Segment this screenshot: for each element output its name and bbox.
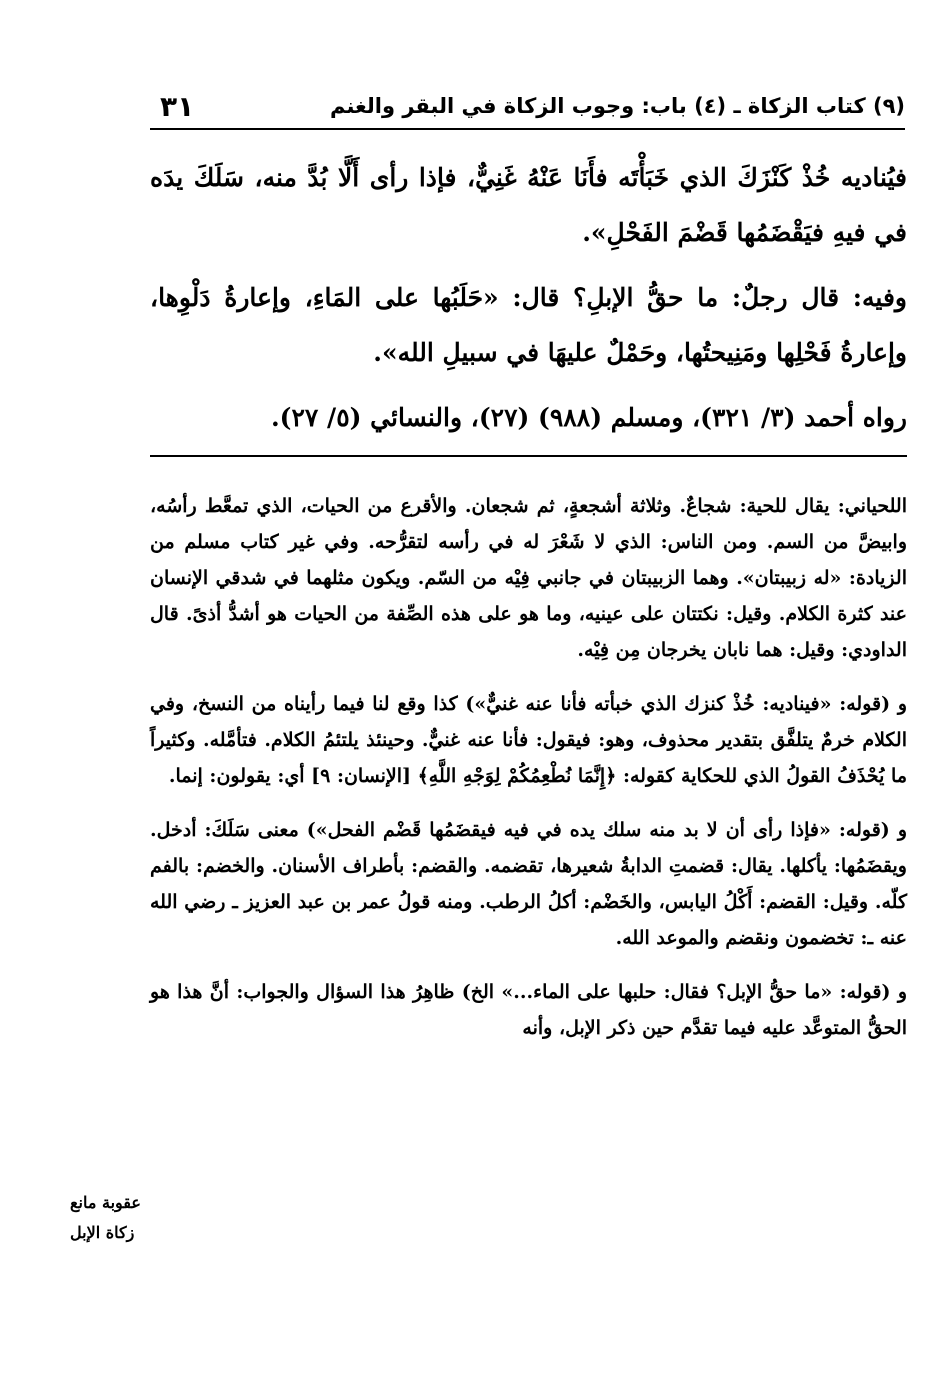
running-header (150, 90, 905, 130)
hadith-text (150, 150, 907, 455)
margin-note: عقوبة مانع زكاة الإبل (70, 1193, 141, 1242)
commentary-section (150, 488, 907, 1046)
page-number: ٣١ (160, 90, 195, 123)
hadith-paragraph-2: وفيه: قال رجلٌ: ما حقُّ الإبلِ؟ قال: «حَلَبُها على المَاءِ، وإعارةُ دَلْوِها، وإعارةُ فَحْلِها ومَنِيحتُها، وحَمْلٌ عليهَا في سبيلِ الله». (150, 283, 907, 367)
commentary-paragraph-2: و (قوله: «فيناديه: خُذْ كنزك الذي خبأته فأنا عنه غنيٌّ») كذا وقع لنا فيما رأيناه من النسخ، وفي الكلام خرمٌ يتلفَّق بتقدير محذوف، وهو: فيقول: فأنا عنه غنيٌّ. وحينئذ يلتئمُ الكلام. فتأمَّله. وكثيراً ما يُحْذَفُ القولُ الذي للحكاية كقوله: ﴿إِنَّمَا نُطْعِمُكُمْ لِوَجْهِ اللَّهِ﴾ [الإنسان: ٩] أي: يقولون: إنما. (150, 693, 907, 787)
commentary-paragraph-3: و (قوله: «فإذا رأى أن لا بد منه سلك يده في فيه فيقضَمُها قَضْم الفحل») معنى سَلَكَ: أدخل. ويقضَمُها: يأكلها. يقال: قضمتِ الدابةُ شعيرها، تقضمه. والقضم: بأطراف الأسنان. والخضم: بالفم كلّه. وقيل: القضم: أَكْلُ اليابس، والخَضْم: أكلُ الرطب. ومنه قولُ عمر بن عبد العزيز ـ رضي الله عنه ـ: تخضمون ونقضم والموعد الله. (150, 819, 907, 949)
commentary-paragraph-4: و (قوله: «ما حقُّ الإبل؟ فقال: حلبها على الماء...» الخ) ظاهِرُ هذا السؤال والجواب: أنَّ هذا هو الحقُّ المتوعَّد عليه فيما تقدَّم حين ذكر الإبل، وأنه (150, 981, 907, 1039)
commentary-paragraph-1: اللحياني: يقال للحية: شجاعٌ. وثلاثة أشجعةٍ، ثم شجعان. والأقرع من الحيات، الذي تمعَّط رأسُه، وابيضَّ من السم. ومن الناس: الذي لا شَعْرَ له في رأسه لتقرُّحه. وفي غير كتاب مسلم من الزيادة: «له زبيبتان». وهما الزبيبتان في جانبي فِيْه من السّم. ويكون مثلهما في شدقي الإنسان عند كثرة الكلام. وقيل: نكتتان على عينيه، وما هو على هذه الصِّفة من الحيات هو أشدُّ أذىً. قال الداودي: وقيل: هما نابان يخرجان مِن فِيْه. (150, 495, 907, 661)
running-header-title: (٩) كتاب الزكاة ـ (٤) باب: وجوب الزكاة في البقر والغنم (330, 94, 905, 118)
hadith-citation: رواه أحمد (٣/ ٣٢١)، ومسلم (٩٨٨) (٢٧)، والنسائي (٥/ ٢٧). (270, 403, 907, 432)
footnote-separator (150, 455, 907, 457)
hadith-paragraph-1: فيُناديه خُذْ كَنْزَكَ الذي خَبَأْتَه فأَنَا عَنْهُ غَنِيٌّ، فإذا رأى أَلَّا بُدَّ منه، سَلَكَ يدَه في فيهِ فيَقْضَمُها قَضْمَ الفَحْلِ». (150, 163, 907, 247)
